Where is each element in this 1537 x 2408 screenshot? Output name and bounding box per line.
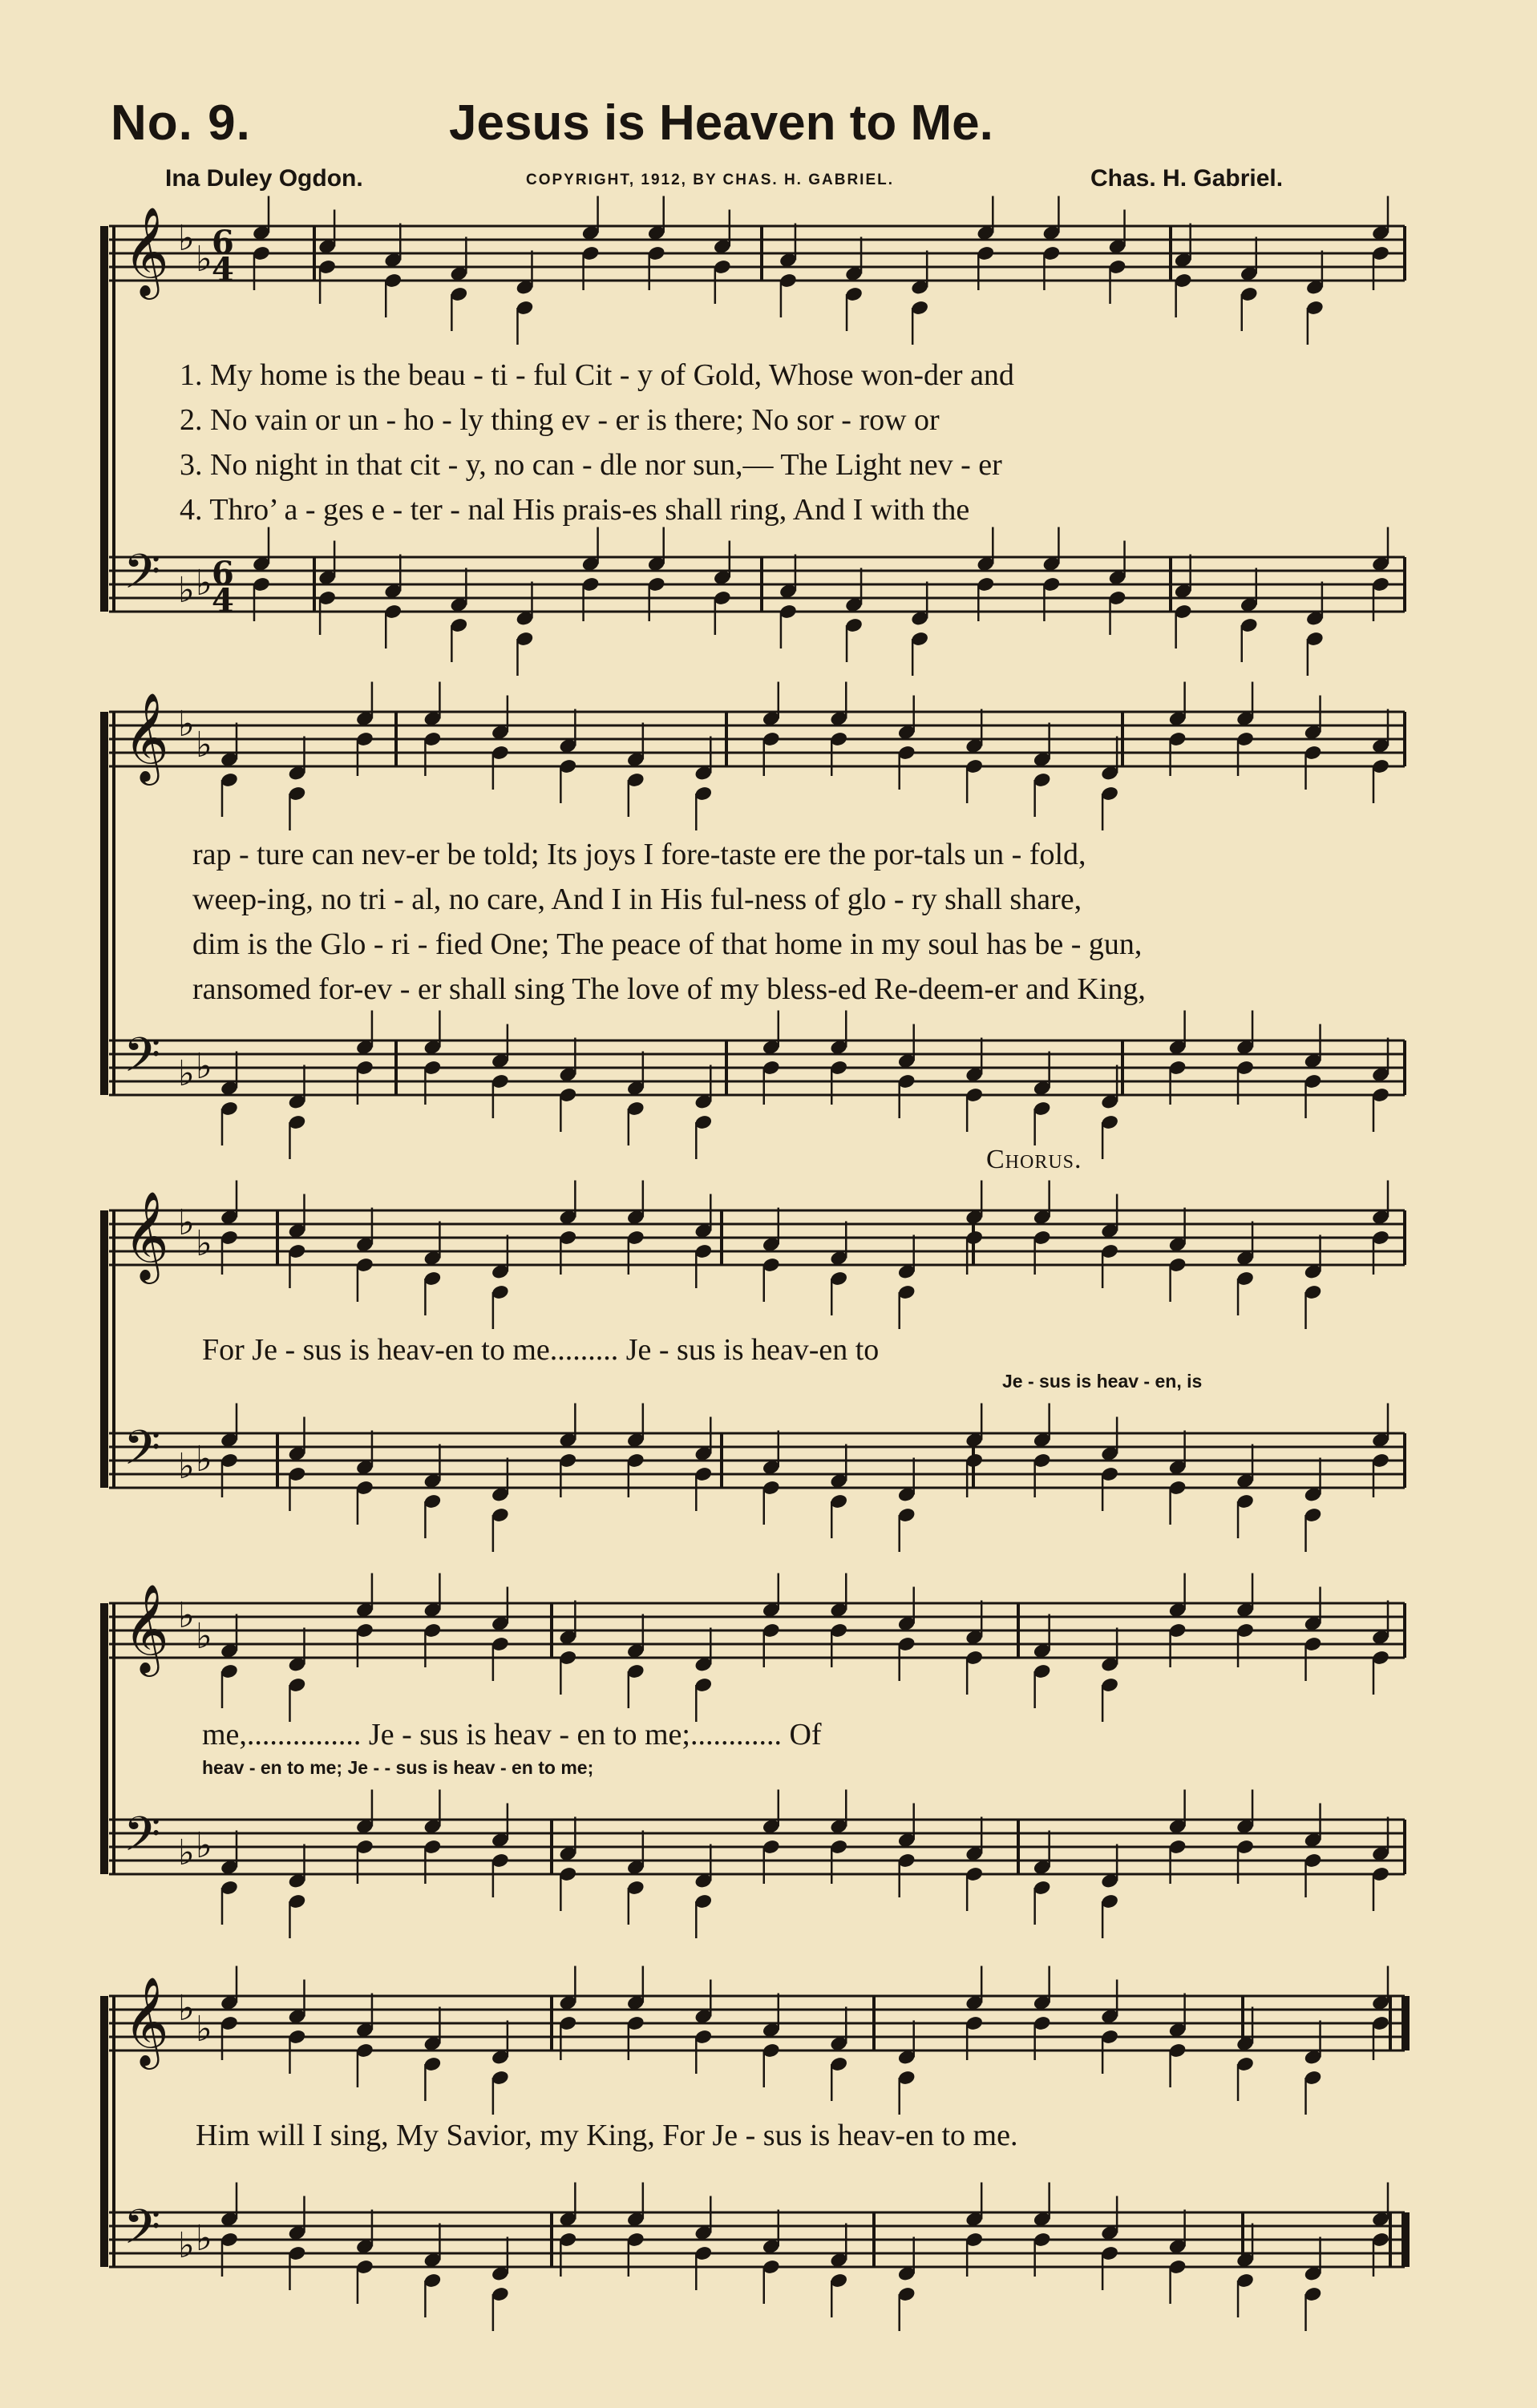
hymn-title: Jesus is Heaven to Me.	[449, 95, 993, 151]
hymn-number: No. 9.	[111, 95, 251, 151]
verse-1-line-1: 1. My home is the beau - ti - ful Cit - y of Gold, Whose won-der and	[180, 358, 1014, 392]
time-signature-numerator: 6	[212, 555, 234, 592]
bass-clef-icon: 𝄢	[123, 2199, 161, 2266]
composer: Chas. H. Gabriel.	[1090, 165, 1284, 192]
chorus-label: Chorus.	[986, 1145, 1082, 1174]
treble-clef-icon: 𝄞	[123, 206, 169, 296]
flat-icon: ♭	[178, 704, 195, 745]
verse-2-line-2: weep-ing, no tri - al, no care, And I in His ful-ness of glo - ry shall share,	[192, 883, 1082, 916]
chorus-line-1-lyrics: For Je - sus is heav-en to me......... Je - sus is heav-en to	[202, 1333, 880, 1367]
flat-icon: ♭	[196, 1439, 212, 1480]
flat-icon: ♭	[178, 570, 195, 611]
flat-icon: ♭	[196, 725, 212, 766]
treble-clef-icon: 𝄞	[123, 1190, 169, 1280]
final-barline	[1402, 1996, 1410, 2050]
flat-icon: ♭	[196, 239, 212, 280]
flat-icon: ♭	[178, 1053, 195, 1094]
verse-4-line-1: 4. Thro’ a - ges e - ter - nal His prais-es shall ring, And I with the	[180, 493, 970, 527]
time-signature-denominator: 4	[212, 582, 234, 620]
verse-4-line-2: ransomed for-ev - er shall sing The love of my bless-ed Re-deem-er and King,	[192, 972, 1146, 1006]
bass-clef-icon: 𝄢	[123, 543, 161, 611]
treble-clef-icon: 𝄞	[123, 1583, 169, 1673]
treble-clef-icon: 𝄞	[123, 692, 169, 782]
flat-icon: ♭	[196, 1223, 212, 1264]
time-signature-numerator: 6	[212, 224, 234, 261]
flat-icon: ♭	[178, 1988, 195, 2029]
chorus-line-2-lyrics: me,............... Je - sus is heav - en to me;............ Of	[202, 1718, 822, 1751]
flat-icon: ♭	[178, 1446, 195, 1487]
flat-icon: ♭	[196, 1825, 212, 1866]
chorus-line-3-lyrics: Him will I sing, My Savior, my King, For Je - sus is heav-en to me.	[196, 2119, 1018, 2152]
flat-icon: ♭	[178, 1595, 195, 1636]
flat-icon: ♭	[196, 1046, 212, 1087]
flat-icon: ♭	[178, 2225, 195, 2266]
bass-clef-icon: 𝄢	[123, 1027, 161, 1094]
bass-clef-icon: 𝄢	[123, 1420, 161, 1487]
verse-1-line-2: rap - ture can nev-er be told; Its joys I fore-taste ere the por-tals un - fold,	[192, 838, 1086, 871]
bass-clef-icon: 𝄢	[123, 1806, 161, 1873]
verse-3-line-2: dim is the Glo - ri - fied One; The peace of that home in my soul has be - gun,	[192, 927, 1143, 961]
final-barline	[1402, 2212, 1410, 2267]
flat-icon: ♭	[196, 1616, 212, 1657]
time-signature-denominator: 4	[212, 251, 234, 289]
verse-2-line-1: 2. No vain or un - ho - ly thing ev - er is there; No sor - row or	[180, 403, 940, 437]
chorus-line-1-echo: Je - sus is heav - en, is	[1002, 1371, 1203, 1392]
copyright-notice: COPYRIGHT, 1912, BY CHAS. H. GABRIEL.	[526, 172, 895, 188]
flat-icon: ♭	[196, 563, 212, 604]
flat-icon: ♭	[196, 2218, 212, 2259]
lyricist: Ina Duley Ogdon.	[165, 165, 363, 192]
treble-clef-icon: 𝄞	[123, 1976, 169, 2066]
flat-icon: ♭	[178, 1832, 195, 1873]
chorus-line-2-echo: heav - en to me; Je - - sus is heav - en to me;	[202, 1757, 594, 1778]
flat-icon: ♭	[196, 2009, 212, 2050]
flat-icon: ♭	[178, 218, 195, 259]
flat-icon: ♭	[178, 1202, 195, 1243]
verse-3-line-1: 3. No night in that cit - y, no can - dle nor sun,— The Light nev - er	[180, 448, 1002, 482]
